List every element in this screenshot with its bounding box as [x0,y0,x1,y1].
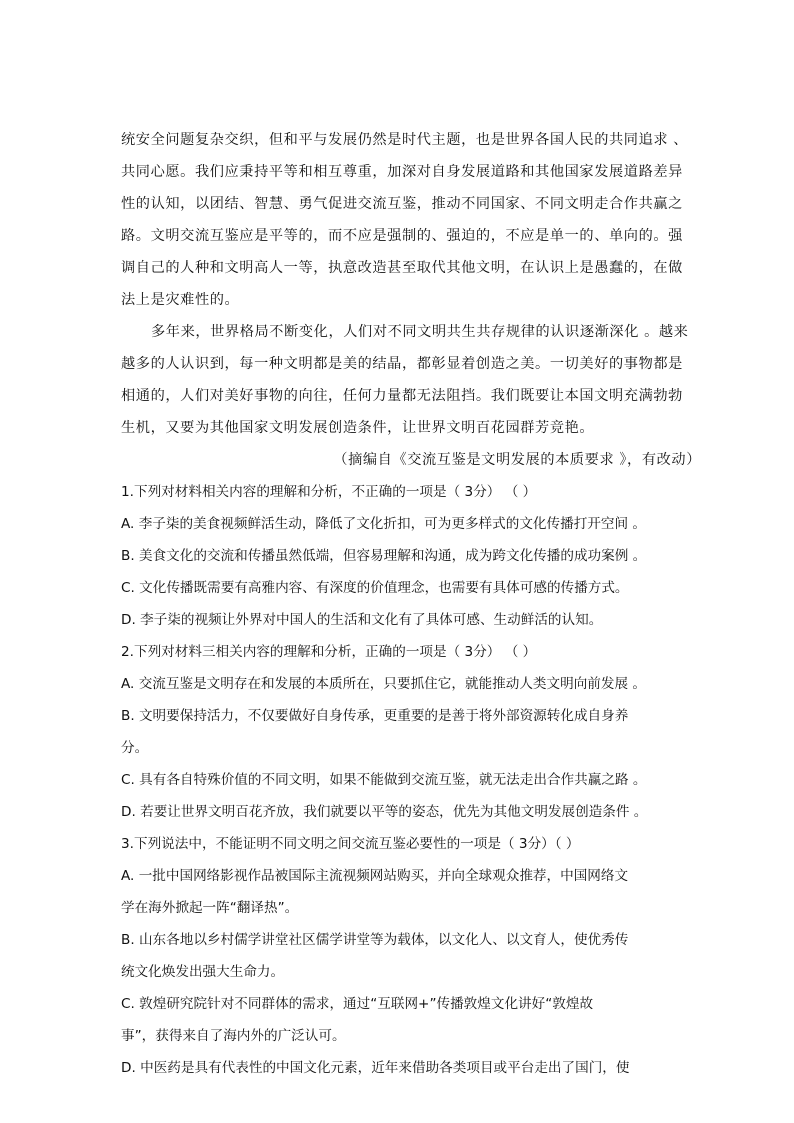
question-3-option-b: B. 山东各地以乡村儒学讲堂社区儒学讲堂等为载体，以文化人、以文育人，使优秀传 [121,932,629,948]
passage-line-5: 调自己的人种和文明高人一等，执意改造甚至取代其他文明，在认识上是愚蠢的，在做 [121,260,683,276]
question-1-option-b: B. 美食文化的交流和传播虽然低端，但容易理解和沟通，成为跨文化传播的成功案例 。 [121,548,647,564]
passage-line-8: 越多的人认识到，每一种文明都是美的结晶，都彰显着创造之美。一切美好的事物都是 [121,356,683,372]
question-3-option-b-cont: 统文化焕发出强大生命力。 [121,964,285,980]
question-3-stem: 3.下列说法中，不能证明不同文明之间交流互鉴必要性的一项是（ 3分）（ ） [121,836,580,852]
question-2-option-b: B. 文明要保持活力，不仅要做好自身传承，更重要的是善于将外部资源转化成自身养 [121,708,629,724]
question-1-option-d: D. 李子柒的视频让外界对中国人的生活和文化有了具体可感、生动鲜活的认知。 [121,612,603,628]
question-1-option-a: A. 李子柒的美食视频鲜活生动，降低了文化折扣，可为更多样式的文化传播打开空间 。 [121,516,646,532]
passage-line-1: 统安全问题复杂交织，但和平与发展仍然是时代主题，也是世界各国人民的共同追求 、 [121,132,689,148]
question-1-option-c: C. 文化传播既需要有高雅内容、有深度的价值理念，也需要有具体可感的传播方式。 [121,580,629,596]
passage-line-2: 共同心愿。我们应秉持平等和相互尊重，加深对自身发展道路和其他国家发展道路差异 [121,164,683,180]
passage-line-9: 相通的，人们对美好事物的向往，任何力量都无法阻挡。我们既要让本国文明充满勃勃 [121,388,683,404]
question-3-option-a-cont: 学在海外掀起一阵“翻译热”。 [121,900,299,916]
question-2-stem: 2.下列对材料三相关内容的理解和分析，正确的一项是（ 3分） （ ） [121,644,537,660]
question-2-option-c: C. 具有各自特殊价值的不同文明，如果不能做到交流互鉴，就无法走出合作共赢之路 。 [121,772,647,788]
passage-line-7: 多年来，世界格局不断变化，人们对不同文明共生共存规律的认识逐渐深化 。越来 [151,324,689,340]
passage-line-10: 生机，又要为其他国家文明发展创造条件，让世界文明百花园群芳竞艳。 [121,420,595,436]
passage-line-6: 法上是灾难性的。 [121,292,240,308]
question-2-option-a: A. 交流互鉴是文明存在和发展的本质所在，只要抓住它，就能推动人类文明向前发展 。 [121,676,646,692]
passage-line-4: 路。文明交流互鉴应是平等的，而不应是强制的、强迫的，不应是单一的、单向的。强 [121,228,683,244]
question-3-option-c-cont: 事”，获得来自了海内外的广泛认可。 [121,1028,346,1044]
question-3-option-d: D. 中医药是具有代表性的中国文化元素，近年来借助各类项目或平台走出了国门，使 [121,1060,630,1076]
question-1-stem: 1.下列对材料相关内容的理解和分析，不正确的一项是（ 3分） （ ） [121,484,537,500]
passage-line-3: 性的认知，以团结、智慧、勇气促进交流互鉴，推动不同国家、不同文明走合作共赢之 [121,196,683,212]
question-2-option-b-cont: 分。 [121,740,149,756]
passage-source: （摘编自《交流互鉴是文明发展的本质要求 》，有改动） [333,452,701,468]
question-3-option-c: C. 敦煌研究院针对不同群体的需求，通过“互联网+”传播敦煌文化讲好“敦煌故 [121,996,594,1012]
question-3-option-a: A. 一批中国网络影视作品被国际主流视频网站购买，并向全球观众推荐，中国网络文 [121,868,629,884]
question-2-option-d: D. 若要让世界文明百花齐放，我们就要以平等的姿态，优先为其他文明发展创造条件 。 [121,804,648,820]
